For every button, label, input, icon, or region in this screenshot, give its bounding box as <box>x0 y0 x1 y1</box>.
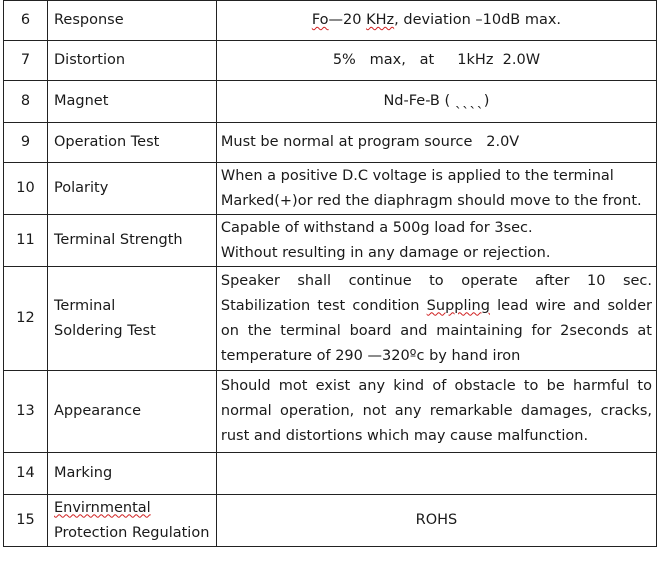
item-line: Envirnmental <box>54 499 151 516</box>
value-text: Should mot exist any kind of obstacle to be harmful to normal operation, not any remarkable damages, cracks, rust and distortions which may cause malfunction. <box>216 371 656 453</box>
value-line: Capable of withstand a 500g load for 3sec. <box>220 219 533 236</box>
table-row <box>4 1 657 41</box>
value-text: Nd-Fe-B ( ˎˎˎˎ) <box>216 81 656 123</box>
value-text <box>216 267 656 371</box>
table-row <box>4 163 657 215</box>
row-number: 12 <box>4 267 48 371</box>
value-part: Fo <box>311 12 329 28</box>
item-label: Terminal Strength <box>48 215 217 267</box>
value-part: —20 <box>328 12 367 28</box>
row-number: 10 <box>4 163 48 215</box>
spec-table <box>3 0 657 547</box>
value-part: Speaker shall continue to operate after 10 sec. Stabilization test condition <box>220 272 652 314</box>
item-label: Polarity <box>48 163 217 215</box>
item-label: Marking <box>48 453 217 495</box>
table-row <box>4 215 657 267</box>
item-label: Appearance <box>48 371 217 453</box>
value-text <box>216 215 656 267</box>
value-text <box>216 453 656 495</box>
value-text: 5% max, at 1kHz 2.0W <box>216 41 656 81</box>
row-number: 9 <box>4 123 48 163</box>
value-line: Without resulting in any damage or rejection. <box>220 244 551 261</box>
item-label <box>48 267 217 371</box>
table-row <box>4 41 657 81</box>
value-part: Suppling <box>426 297 490 314</box>
value-part: , deviation –10dB max. <box>394 12 562 28</box>
value-text: ROHS <box>216 495 656 547</box>
value-text: Must be normal at program source 2.0V <box>216 123 656 163</box>
table-row <box>4 123 657 163</box>
item-label: Operation Test <box>48 123 217 163</box>
item-label: Response <box>48 1 217 41</box>
item-line: Protection Regulation <box>54 524 210 541</box>
row-number: 14 <box>4 453 48 495</box>
row-number: 11 <box>4 215 48 267</box>
item-line: Soldering Test <box>54 322 156 339</box>
item-label: Distortion <box>48 41 217 81</box>
table-row <box>4 81 657 123</box>
value-text <box>216 1 656 41</box>
row-number: 8 <box>4 81 48 123</box>
row-number: 6 <box>4 1 48 41</box>
value-part: lead wire and solder on the terminal board and maintaining for 2seconds at temperature of 290 —320ºc by hand iron <box>220 297 652 364</box>
item-label: Magnet <box>48 81 217 123</box>
value-line: When a positive D.C voltage is applied to the terminal <box>220 167 614 184</box>
table-row <box>4 371 657 453</box>
row-number: 13 <box>4 371 48 453</box>
row-number: 15 <box>4 495 48 547</box>
table-row <box>4 267 657 371</box>
value-part: KHz <box>366 12 395 28</box>
table-row <box>4 495 657 547</box>
row-number: 7 <box>4 41 48 81</box>
item-label <box>48 495 217 547</box>
value-line: Marked(+)or red the diaphragm should move to the front. <box>220 192 642 209</box>
value-text <box>216 163 656 215</box>
item-line: Terminal <box>54 297 116 314</box>
table-row <box>4 453 657 495</box>
